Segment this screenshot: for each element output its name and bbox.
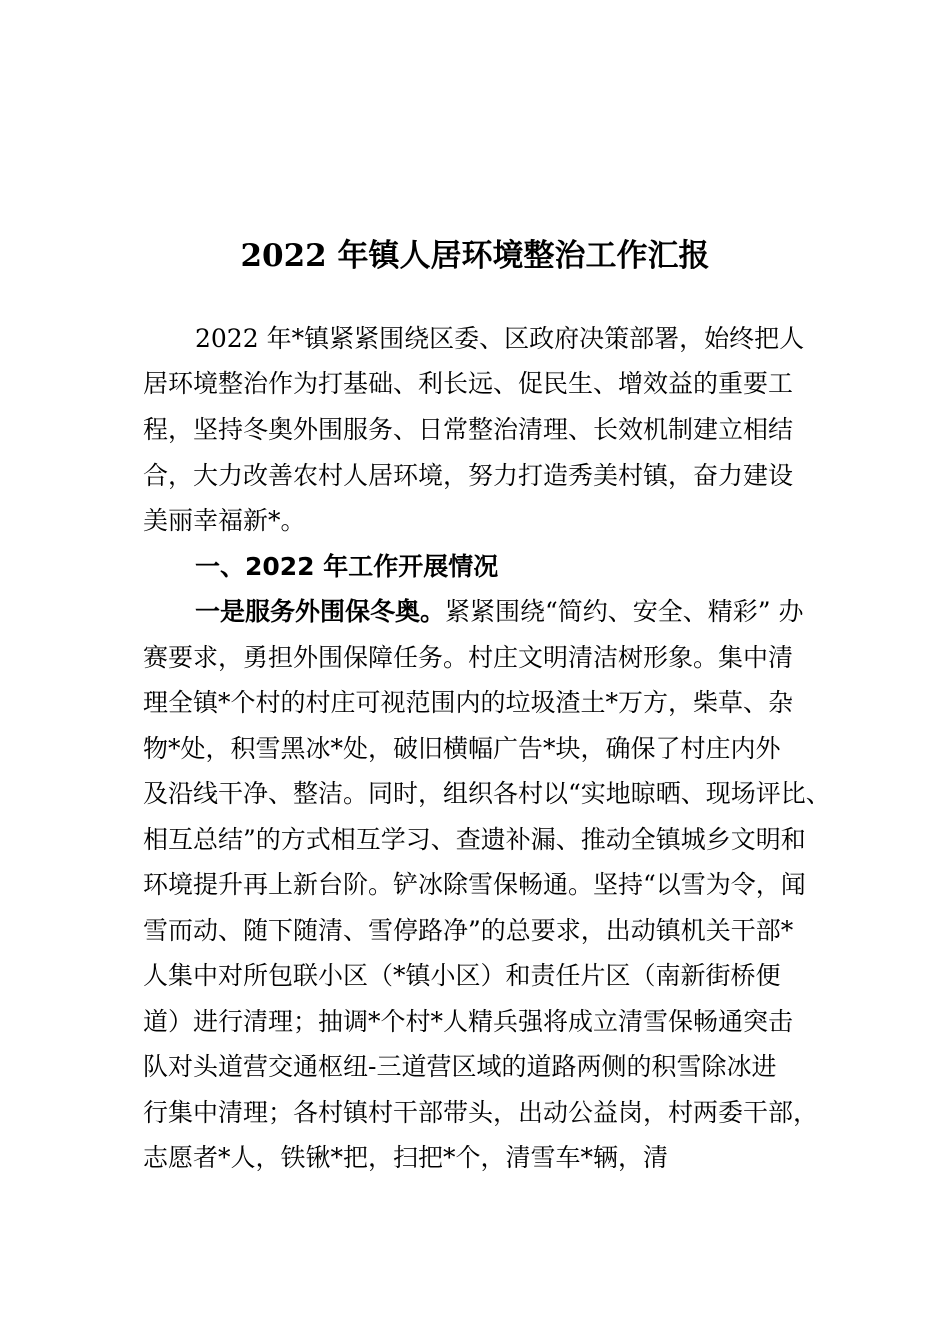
paragraph-line-18: 行集中清理；各村镇村干部带头，出动公益岗，村两委干部， (143, 1098, 819, 1127)
paragraph-line-7 (0, 590, 950, 634)
section-heading: 一、2022 年工作开展情况 (195, 552, 499, 581)
paragraph-line-13: 环境提升再上新台阶。铲冰除雪保畅通。坚持“以雪为令，闻 (143, 870, 806, 899)
paragraph-line-3: 程，坚持冬奥外围服务、日常整治清理、长效机制建立相结 (143, 415, 794, 444)
document-title: 2022 年镇人居环境整治工作汇报 (240, 238, 710, 274)
paragraph-line-2: 居环境整治作为打基础、利长远、促民生、增效益的重要工 (143, 369, 794, 398)
paragraph-line-1: 2022 年*镇紧紧围绕区委、区政府决策部署，始终把人 (195, 324, 805, 353)
paragraph-line-12: 相互总结”的方式相互学习、查遗补漏、推动全镇城乡文明和 (143, 825, 806, 854)
paragraph-line-5: 美丽幸福新*。 (143, 506, 306, 535)
paragraph-line-11: 及沿线干净、整洁。同时，组织各村以“实地晾晒、现场评比、 (143, 779, 831, 808)
paragraph-line-15: 人集中对所包联小区（*镇小区）和责任片区（南新街桥便 (143, 961, 781, 990)
paragraph-line-9: 理全镇*个村的村庄可视范围内的垃圾渣土*万方，柴草、杂 (143, 688, 794, 717)
subsection-lead: 一是服务外围保冬奥。 (195, 597, 446, 626)
paragraph-line-19: 志愿者*人，铁锹*把，扫把*个，清雪车*辆，清 (143, 1143, 669, 1172)
paragraph-line-4: 合，大力改善农村人居环境，努力打造秀美村镇，奋力建设 (143, 461, 794, 490)
paragraph-line-14: 雪而动、随下随清、雪停路净”的总要求，出动镇机关干部* (143, 916, 794, 945)
paragraph-line-10: 物*处，积雪黑冰*处，破旧横幅广告*块，确保了村庄内外 (143, 734, 781, 763)
subsection-text: 紧紧围绕“简约、安全、精彩” 办 (445, 597, 804, 626)
paragraph-line-16: 道）进行清理；抽调*个村*人精兵强将成立清雪保畅通突击 (143, 1007, 794, 1036)
paragraph-line-8: 赛要求，勇担外围保障任务。村庄文明清洁树形象。集中清 (143, 643, 794, 672)
paragraph-line-17: 队对头道营交通枢纽-三道营区域的道路两侧的积雪除冰进 (143, 1052, 777, 1081)
